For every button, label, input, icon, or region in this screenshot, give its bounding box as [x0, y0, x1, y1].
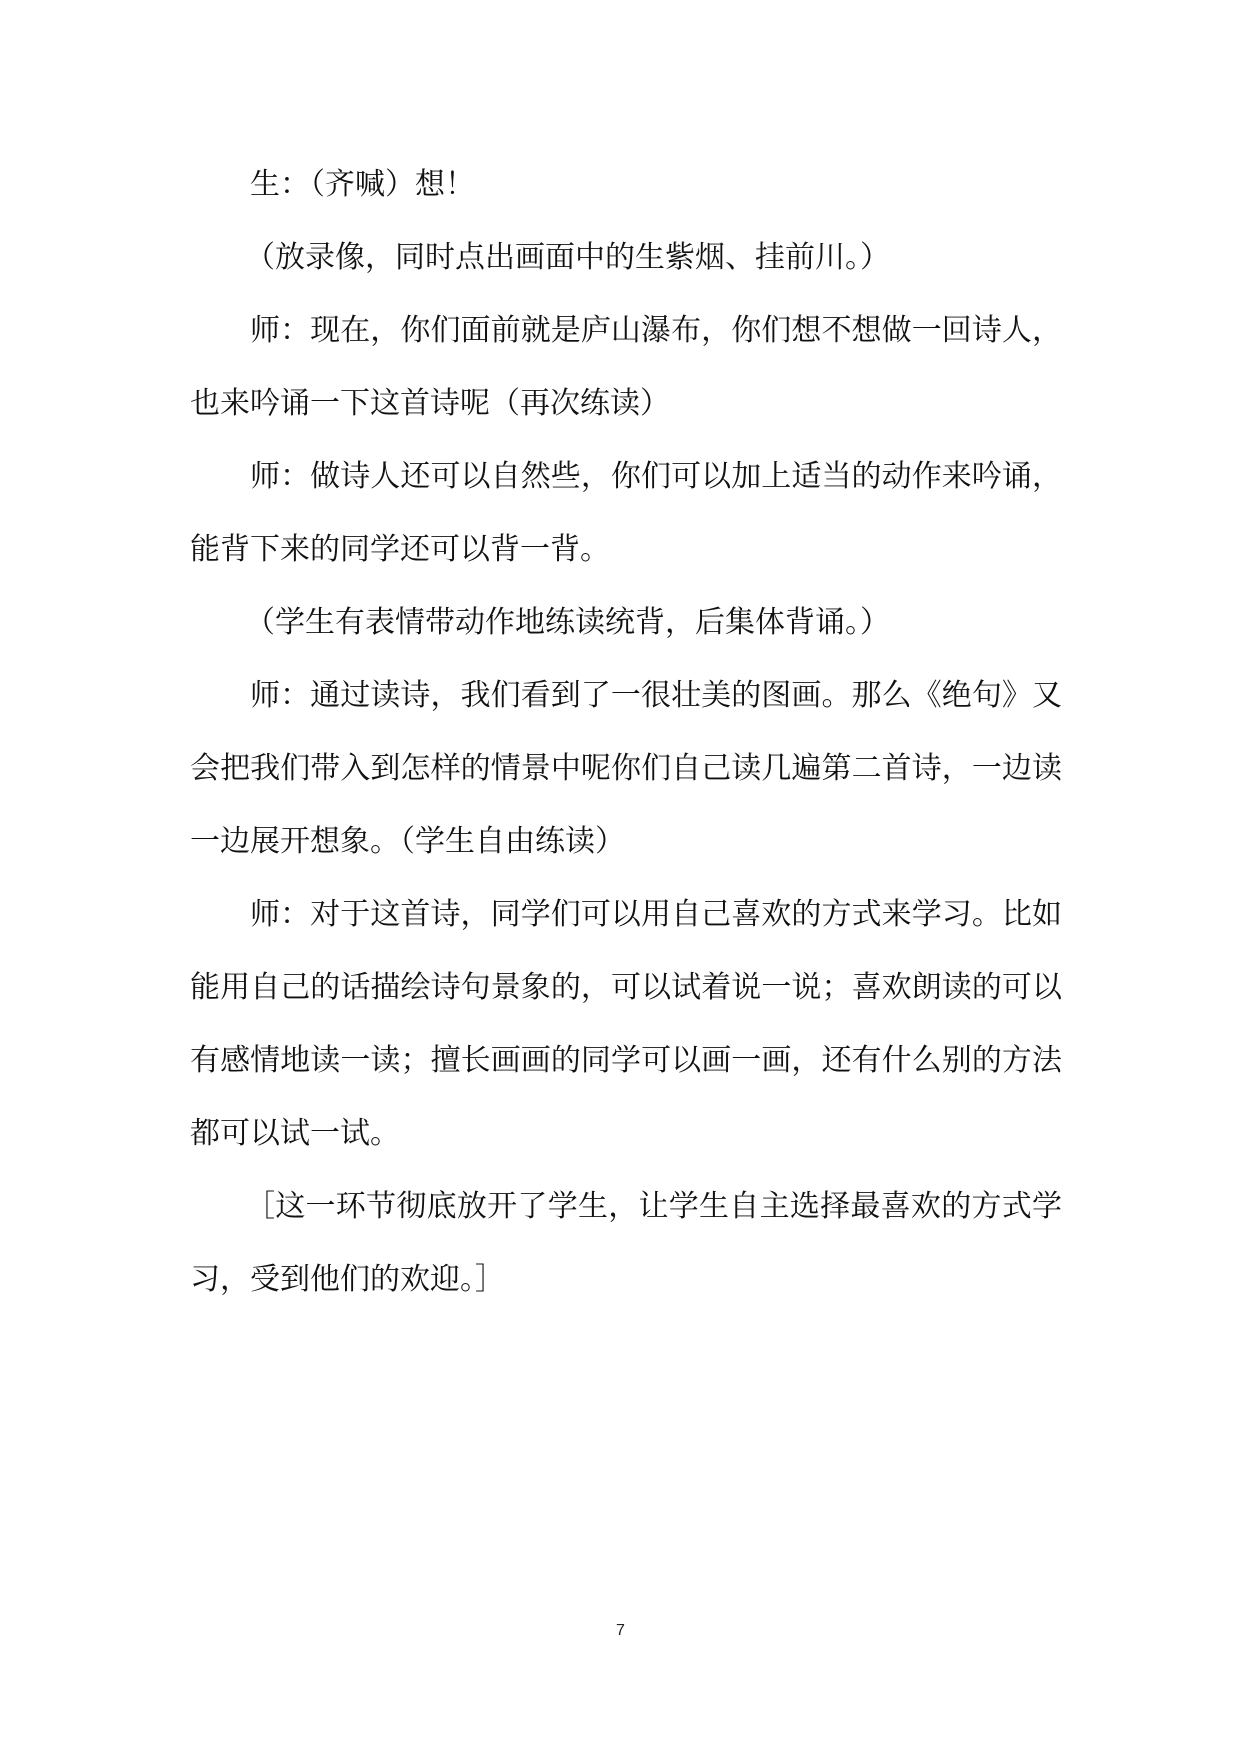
page-number: 7 [616, 1622, 625, 1639]
document-body [190, 148, 1062, 1316]
paragraph-teacher-second-poem: 师：通过读诗，我们看到了一很壮美的图画。那么《绝句》又会把我们带入到怎样的情景中呢你们自己读几遍第二首诗，一边读一边展开想象。（学生自由练读） [190, 678, 1062, 859]
paragraph-commentary: ［这一环节彻底放开了学生，让学生自主选择最喜欢的方式学习，受到他们的欢迎。］ [190, 1189, 1062, 1297]
paragraph-teacher-waterfall: 师：现在，你们面前就是庐山瀑布，你们想不想做一回诗人，也来吟诵一下这首诗呢（再次练读） [190, 313, 1062, 421]
paragraph-play-video-note: （放录像，同时点出画面中的生紫烟、挂前川。） [245, 240, 890, 275]
paragraph-teacher-learning-methods: 师：对于这首诗，同学们可以用自己喜欢的方式来学习。比如能用自己的话描绘诗句景象的，可以试着说一说；喜欢朗读的可以有感情地读一读；擅长画画的同学可以画一画，还有什么别的方法都可以试一试。 [190, 897, 1062, 1151]
paragraph-recite-note: （学生有表情带动作地练读统背，后集体背诵。） [245, 605, 890, 640]
paragraph-students-reply: 生：（齐喊）想！ [250, 167, 475, 202]
paragraph-teacher-poet-actions: 师：做诗人还可以自然些，你们可以加上适当的动作来吟诵，能背下来的同学还可以背一背。 [190, 459, 1062, 567]
